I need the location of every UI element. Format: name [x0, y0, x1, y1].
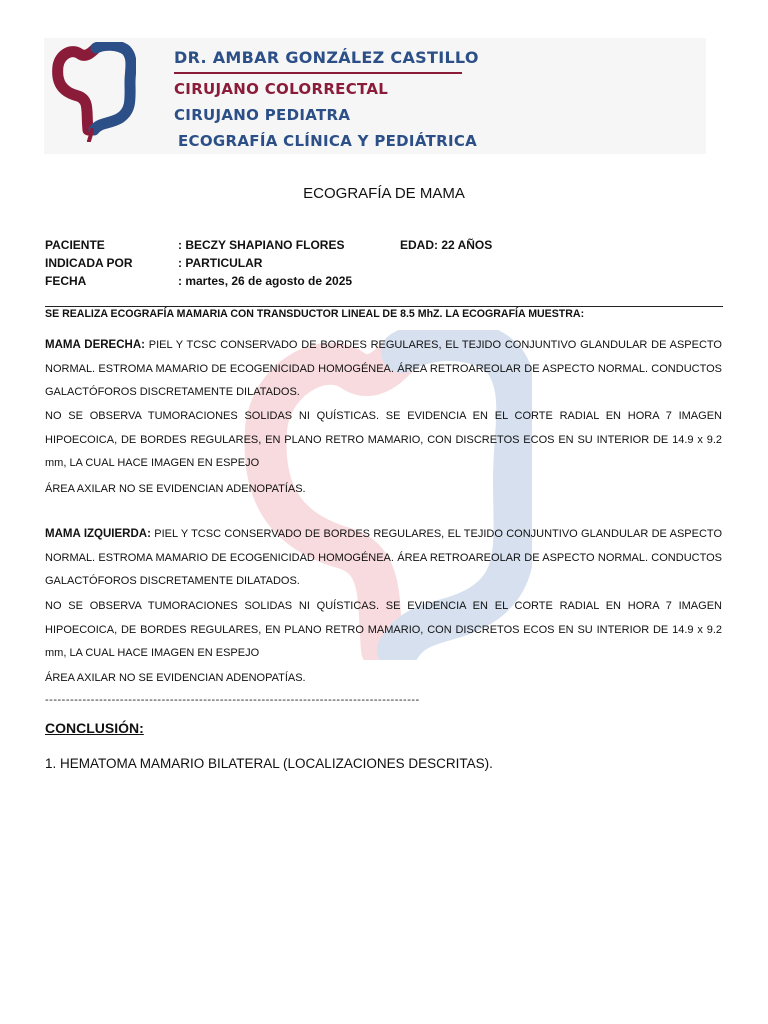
colon-logo-icon — [48, 42, 136, 142]
section-divider — [45, 306, 723, 307]
conclusion-colon: : — [139, 720, 144, 736]
conclusion-item: 1. HEMATOMA MAMARIO BILATERAL (LOCALIZACIONES DESCRITAS). — [45, 756, 493, 771]
conclusion-heading — [45, 720, 144, 736]
right-breast-axilla: ÁREA AXILAR NO SE EVIDENCIAN ADENOPATÍAS. — [45, 483, 306, 495]
left-breast-axilla: ÁREA AXILAR NO SE EVIDENCIAN ADENOPATÍAS. — [45, 672, 306, 684]
patient-label: PACIENTE — [45, 238, 105, 252]
patient-value: : BECZY SHAPIANO FLORES — [178, 238, 345, 252]
right-breast-finding: NO SE OBSERVA TUMORACIONES SOLIDAS NI QUÍSTICAS. SE EVIDENCIA EN EL CORTE RADIAL EN HORA 7 IMAGEN HIPOECOICA, DE BORDES REGULARES, EN PLANO RETRO MAMARIO, CON DISCRETOS ECOS EN SU INTERIOR DE 14.9 x 9.2 mm, LA CUAL HACE IMAGEN EN ESPEJO — [45, 410, 722, 470]
right-breast-label: MAMA DERECHA: — [45, 339, 145, 351]
dashed-separator: ------------------------------------------------------------------------------------------ — [45, 694, 420, 706]
referred-value: : PARTICULAR — [178, 256, 263, 270]
date-value: : martes, 26 de agosto de 2025 — [178, 274, 353, 288]
right-breast-description — [45, 334, 722, 405]
right-breast-text: PIEL Y TCSC CONSERVADO DE BORDES REGULARES, EL TEJIDO CONJUNTIVO GLANDULAR DE ASPECTO NORMAL. ESTROMA MAMARIO DE ECOGENICIDAD HOMOGÉNEA. ÁREA RETROAREOLAR DE ASPECTO NORMAL. CONDUCTOS GALACTÓFOROS DISCRETAMENTE DILATADOS. — [45, 339, 722, 399]
exam-intro: SE REALIZA ECOGRAFÍA MAMARIA CON TRANSDUCTOR LINEAL DE 8.5 MhZ. LA ECOGRAFÍA MUESTRA: — [45, 308, 585, 320]
report-title: ECOGRAFÍA DE MAMA — [303, 185, 465, 202]
patient-age: EDAD: 22 AÑOS — [400, 238, 493, 252]
referred-label: INDICADA POR — [45, 256, 133, 270]
specialty-ultrasound: ECOGRAFÍA CLÍNICA Y PEDIÁTRICA — [178, 132, 478, 150]
date-label: FECHA — [45, 274, 87, 288]
left-breast-text: PIEL Y TCSC CONSERVADO DE BORDES REGULARES, EL TEJIDO CONJUNTIVO GLANDULAR DE ASPECTO NORMAL. ESTROMA MAMARIO DE ECOGENICIDAD HOMOGÉNEA. ÁREA RETROAREOLAR DE ASPECTO NORMAL. CONDUCTOS GALACTÓFOROS DISCRETAMENTE DILATADOS. — [45, 528, 722, 588]
left-breast-finding: NO SE OBSERVA TUMORACIONES SOLIDAS NI QUÍSTICAS. SE EVIDENCIA EN EL CORTE RADIAL EN HORA 7 IMAGEN HIPOECOICA, DE BORDES REGULARES, EN PLANO RETRO MAMARIO, CON DISCRETOS ECOS EN SU INTERIOR DE 14.9 x 9.2 mm, LA CUAL HACE IMAGEN EN ESPEJO — [45, 600, 722, 660]
conclusion-label: CONCLUSIÓN — [45, 720, 140, 736]
left-breast-description — [45, 523, 722, 594]
left-breast-label: MAMA IZQUIERDA: — [45, 528, 151, 540]
specialty-colorectal: CIRUJANO COLORRECTAL — [174, 80, 389, 98]
specialty-pediatric: CIRUJANO PEDIATRA — [174, 106, 351, 124]
header-divider — [174, 72, 462, 74]
doctor-name: DR. AMBAR GONZÁLEZ CASTILLO — [174, 48, 479, 67]
